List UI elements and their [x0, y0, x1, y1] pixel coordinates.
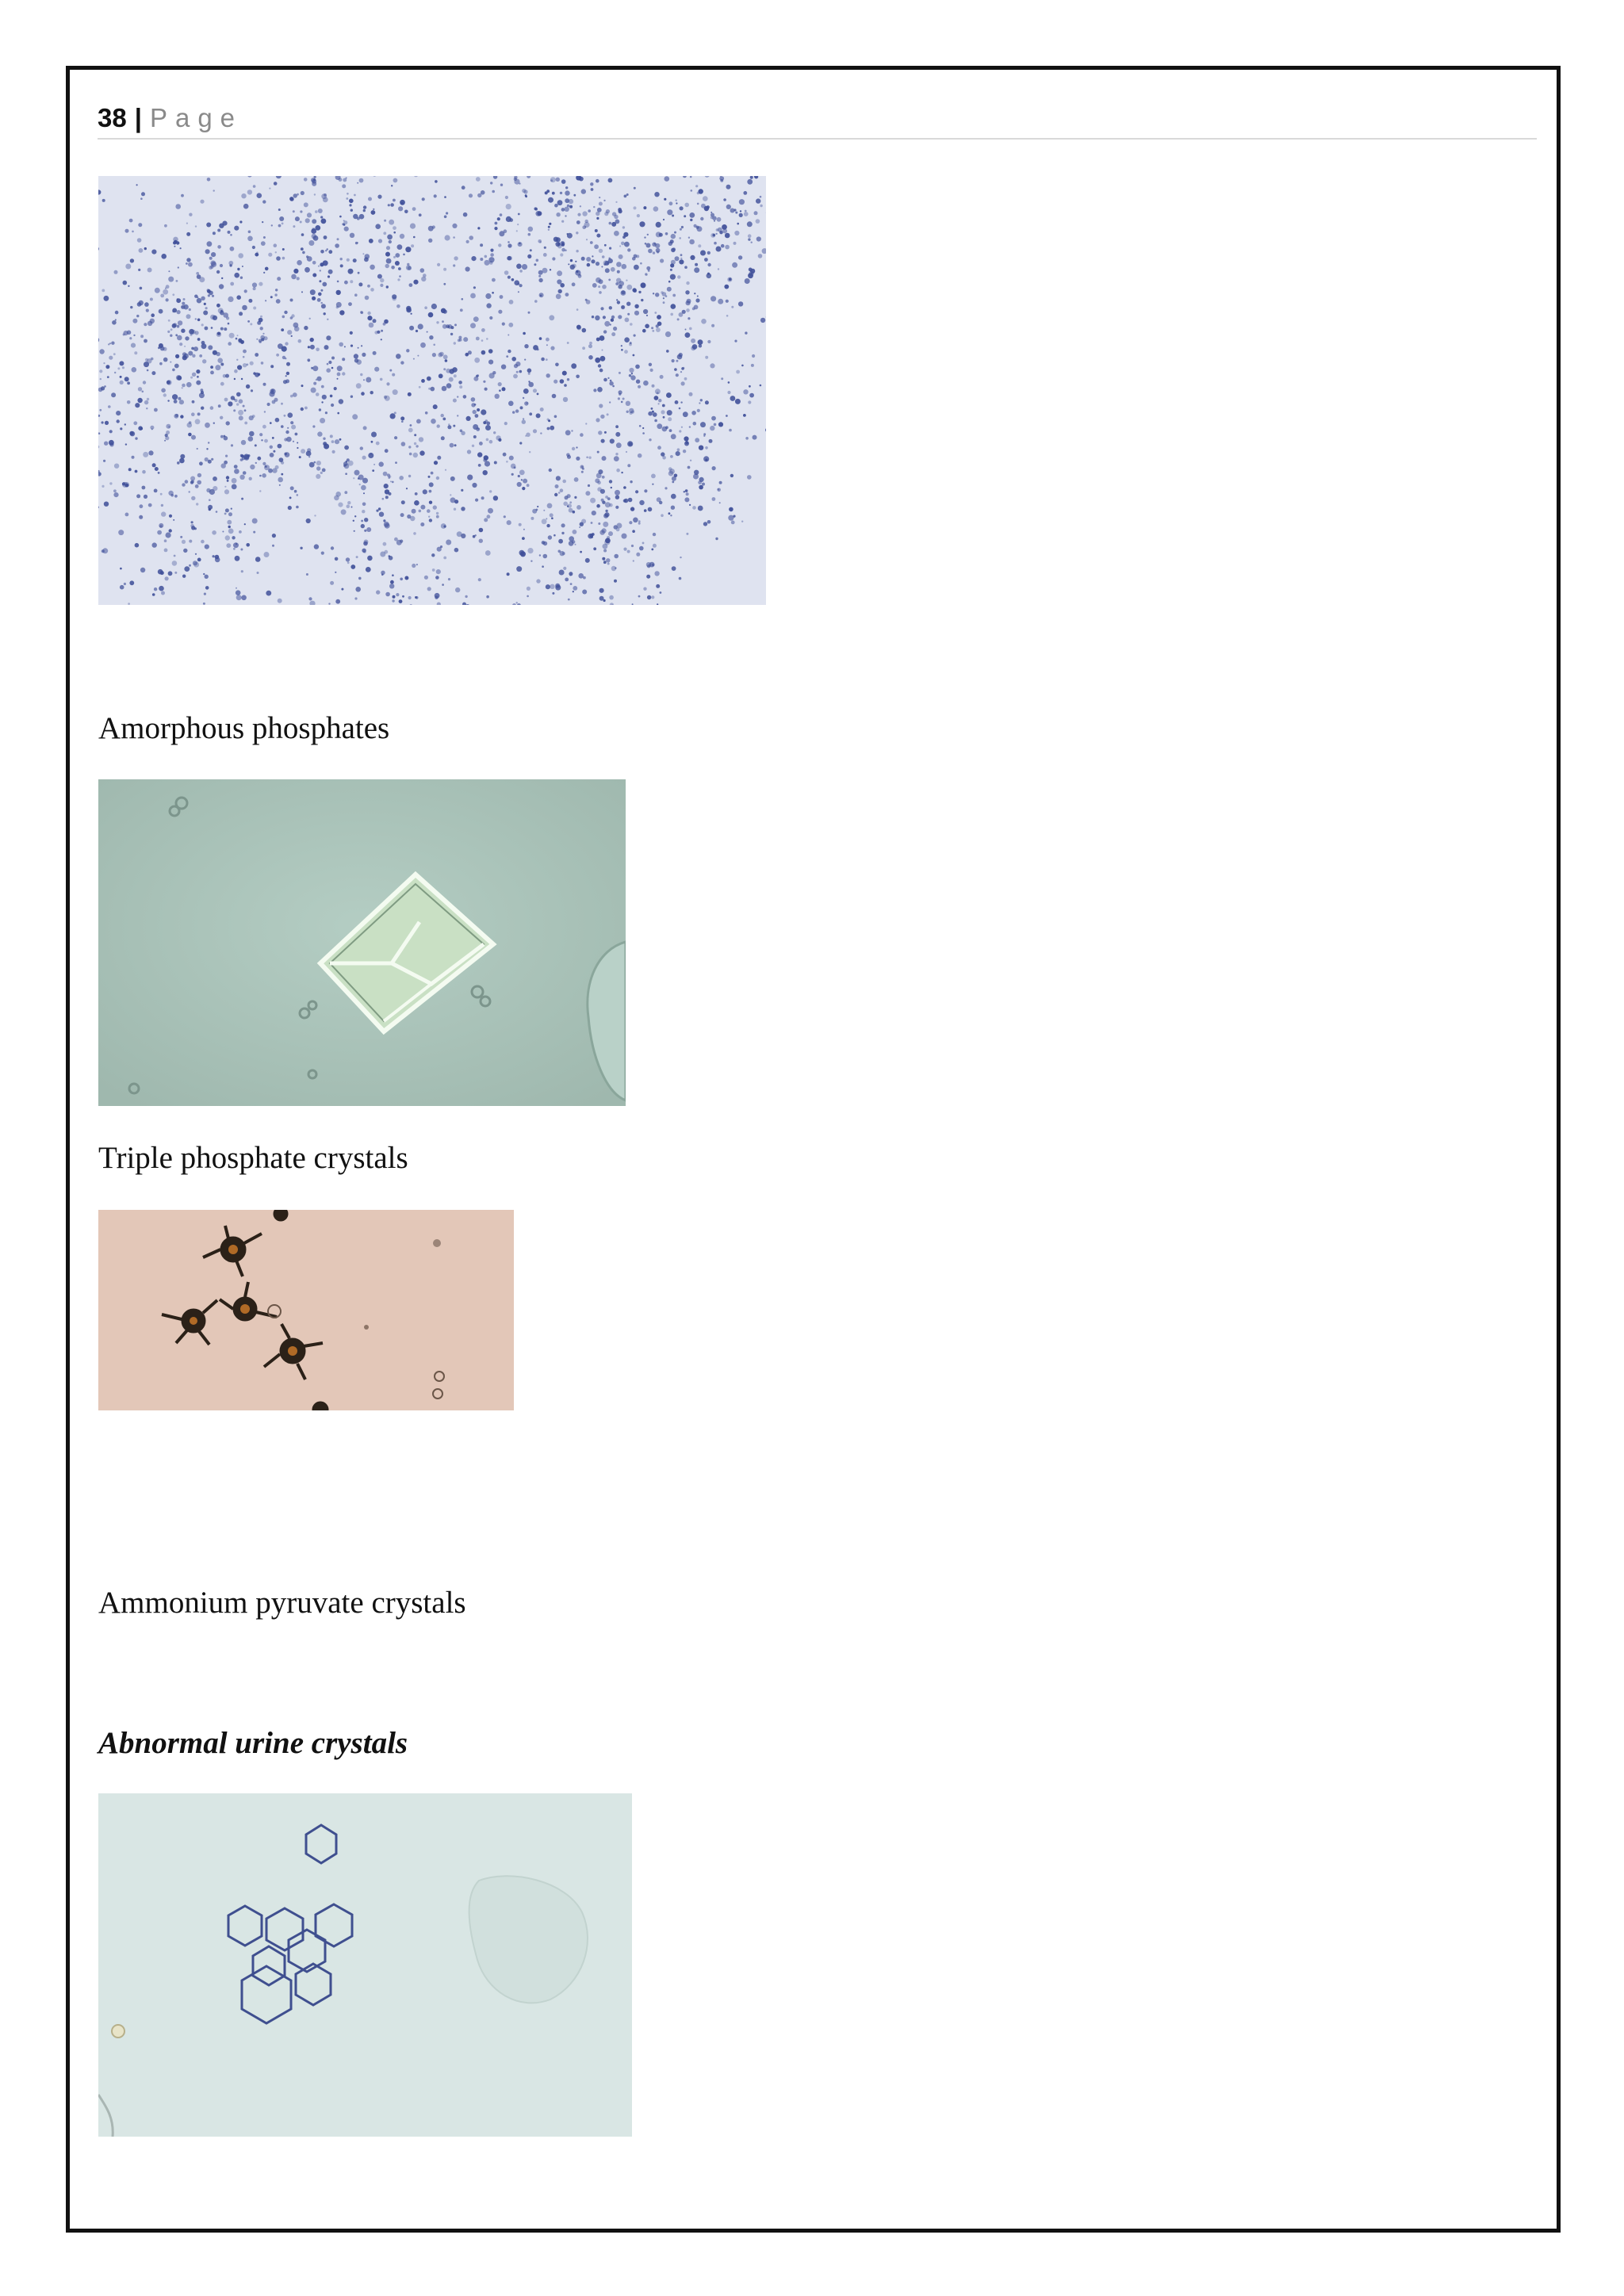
triple-phosphate-caption: Triple phosphate crystals — [98, 1141, 408, 1175]
ammonium-pyruvate-image — [98, 1210, 514, 1410]
amorphous-phosphates-caption: Amorphous phosphates — [98, 711, 390, 745]
page-number: 38 — [98, 103, 127, 132]
header-separator: | — [134, 103, 142, 132]
amorphous-phosphates-image — [98, 176, 766, 605]
abnormal-crystals-heading: Abnormal urine crystals — [98, 1726, 408, 1760]
ammonium-pyruvate-caption: Ammonium pyruvate crystals — [98, 1586, 466, 1620]
abnormal-crystals-image — [98, 1793, 632, 2137]
page-label: Page — [149, 103, 243, 132]
page-header — [98, 98, 1537, 140]
triple-phosphate-image — [98, 779, 626, 1106]
